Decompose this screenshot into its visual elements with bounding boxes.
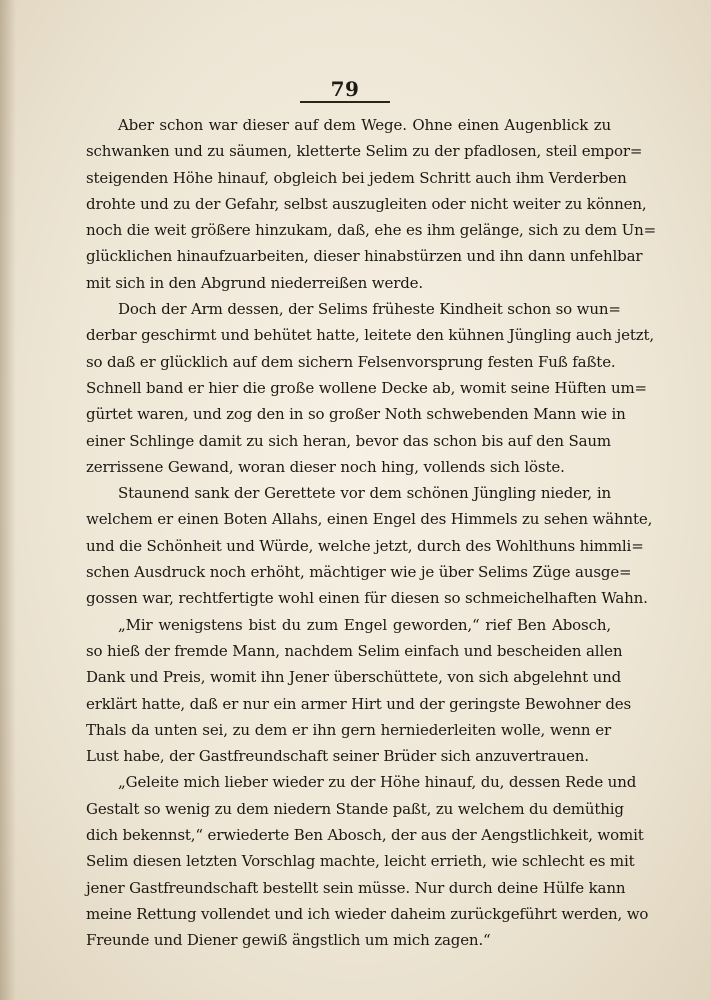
text-line: „Mir wenigstens bist du zum Engel geworden,“ rief Ben Abosch,	[118, 615, 611, 634]
text-line: Doch der Arm dessen, der Selims früheste Kindheit schon so wun=	[118, 300, 621, 319]
text-line: gürtet waren, und zog den in so großer Noth schwebenden Mann wie in	[86, 405, 626, 424]
paragraph	[86, 296, 654, 480]
text-line: Gestalt so wenig zu dem niedern Stande paßt, zu welchem du demüthig	[86, 799, 624, 818]
text-line: Aber schon war dieser auf dem Wege. Ohne einen Augenblick zu	[118, 116, 611, 134]
paragraph	[86, 112, 657, 296]
text-line: Thals da unten sei, zu dem er ihn gern herniederleiten wolle, wenn er	[86, 720, 611, 739]
text-line: Selim diesen letzten Vorschlag machte, leicht errieth, wie schlecht es mit	[86, 852, 635, 871]
text-line: so daß er glücklich auf dem sichern Felsenvorsprung festen Fuß faßte.	[86, 352, 616, 371]
text-line: dich bekennst,“ erwiederte Ben Abosch, der aus der Aengstlichkeit, womit	[86, 826, 644, 845]
text-line: schwanken und zu säumen, kletterte Selim zu der pfadlosen, steil empor=	[86, 142, 643, 161]
text-line: noch die weit größere hinzukam, daß, ehe es ihm gelänge, sich zu dem Un=	[86, 221, 657, 240]
text-line: meine Rettung vollendet und ich wieder daheim zurückgeführt werden, wo	[86, 904, 649, 923]
text-line: so hieß der fremde Mann, nachdem Selim einfach und bescheiden allen	[86, 641, 623, 660]
text-line: Freunde und Diener gewiß ängstlich um mich zagen.“	[86, 931, 491, 950]
text-line: derbar geschirmt und behütet hatte, leitete den kühnen Jüngling auch jetzt,	[86, 326, 654, 345]
text-line: Dank und Preis, womit ihn Jener überschüttete, von sich abgelehnt und	[86, 668, 622, 687]
text-line: jener Gastfreundschaft bestellt sein müsse. Nur durch deine Hülfe kann	[86, 878, 626, 897]
text-line: Lust habe, der Gastfreundschaft seiner Brüder sich anzuvertrauen.	[86, 747, 589, 766]
text-line: zerrissene Gewand, woran dieser noch hing, vollends sich löste.	[86, 457, 565, 476]
paragraph	[86, 612, 632, 770]
paragraph	[86, 480, 653, 611]
text-line: schen Ausdruck noch erhöht, mächtiger wie je über Selims Züge ausge=	[86, 563, 632, 582]
text-line: einer Schlinge damit zu sich heran, bevor das schon bis auf den Saum	[86, 431, 611, 450]
text-line: Staunend sank der Gerettete vor dem schönen Jüngling nieder, in	[118, 484, 611, 503]
text-line: und die Schönheit und Würde, welche jetzt, durch des Wohlthuns himmli=	[86, 536, 644, 555]
paragraph	[86, 769, 649, 953]
text-line: steigenden Höhe hinauf, obgleich bei jedem Schritt auch ihm Verderben	[86, 168, 627, 187]
page-number: 79	[330, 77, 360, 101]
text-line: gossen war, rechtfertigte wohl einen für diesen so schmeichelhaften Wahn.	[86, 589, 648, 608]
text-line: Schnell band er hier die große wollene Decke ab, womit seine Hüften um=	[86, 378, 647, 397]
binding-shadow	[0, 0, 16, 1000]
body-text	[86, 112, 657, 954]
text-line: glücklichen hinaufzuarbeiten, dieser hinabstürzen und ihn dann unfehlbar	[86, 247, 643, 266]
header-rule	[300, 101, 390, 103]
text-line: welchem er einen Boten Allahs, einen Engel des Himmels zu sehen wähnte,	[86, 510, 653, 529]
text-line: mit sich in den Abgrund niederreißen werde.	[86, 273, 424, 292]
text-line: „Geleite mich lieber wieder zu der Höhe hinauf, du, dessen Rede und	[118, 773, 637, 792]
text-line: drohte und zu der Gefahr, selbst auszugleiten oder nicht weiter zu können,	[86, 194, 647, 213]
text-line: erklärt hatte, daß er nur ein armer Hirt und der geringste Bewohner des	[86, 694, 632, 713]
